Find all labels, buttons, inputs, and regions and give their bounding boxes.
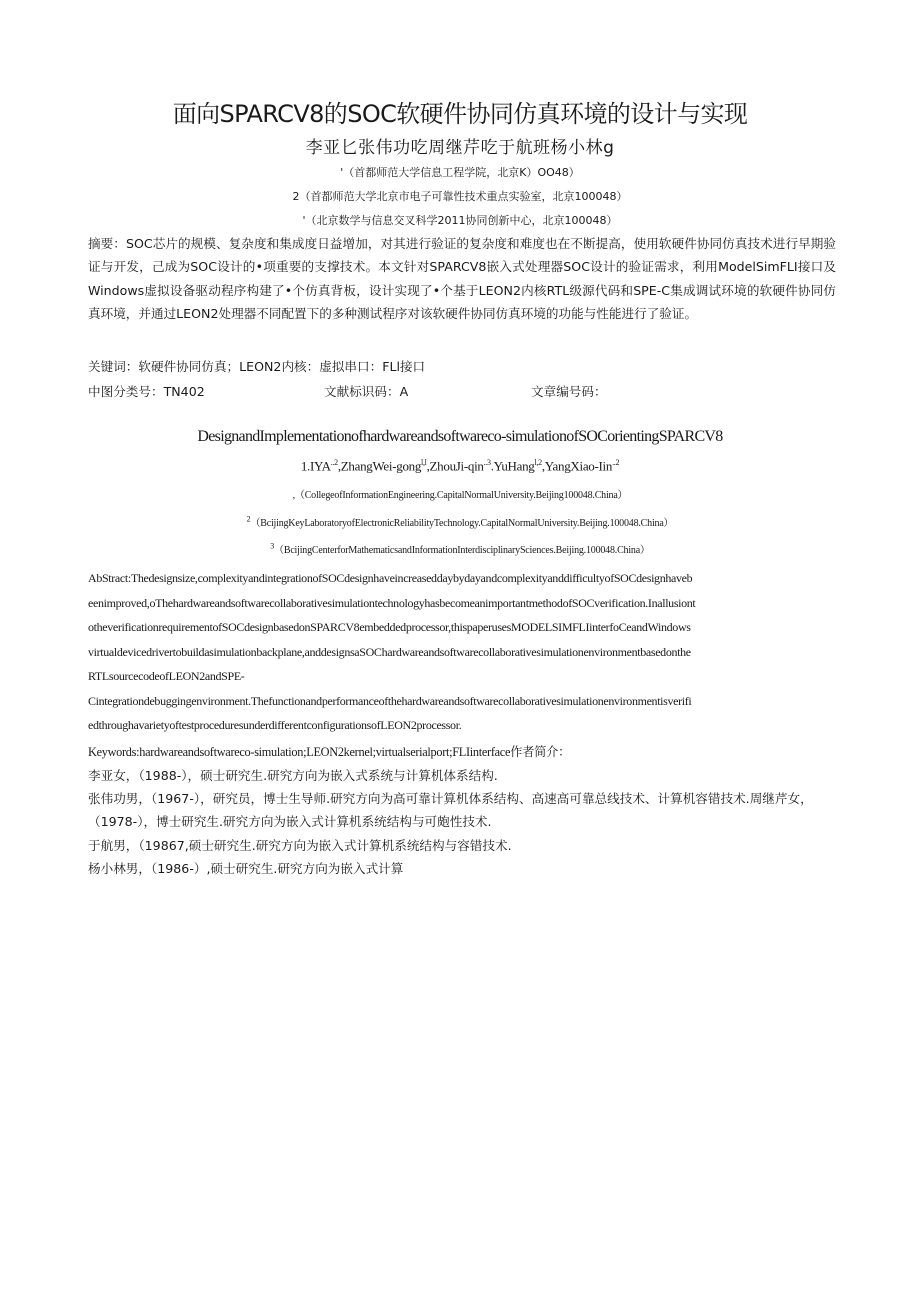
affiliation-text: （BcijingCenterforMathematicsandInformationInterdisciplinarySciences.Beijing.100048.China） (274, 545, 650, 556)
document-code: 文献标识码：A (324, 384, 409, 399)
affiliation-text: （BcijingKeyLaboratoryofElectronicReliabilityTechnology.CapitalNormalUniversity.Beijing.100048.China） (250, 518, 674, 529)
affiliation-text: ,（CollegeofInformationEngineering.CapitalNormalUniversity.Beijing100048.China） (292, 490, 628, 501)
affiliation-3: '（北京数学与信息交叉科学2011协同创新中心，北京100048） (302, 214, 618, 227)
abstract-line: virtualdevicedrivertobuildasimulationbackplane,anddesignsaSOChardwareandsoftwarecollaborativesimulationenvironmentbasedonthe (88, 644, 691, 659)
author-bio: 杨小林男，（1986-）,硕士研究生.研究方向为嵌入式计算 (88, 861, 404, 876)
classification-row (88, 381, 836, 399)
english-author: 1.IYA (300, 458, 331, 474)
abstract-line: otheverificationrequirementofSOCdesignbasedonSPARCV8embeddedprocessor,thispaperusesMODELSIMFLIinterfoCeandWindows (88, 620, 691, 634)
english-affiliation-3 (0, 541, 920, 556)
author-mark: ..3 (483, 458, 491, 467)
author-bio: 张伟功男，（1967-），研究员，博士生导师.研究方向为高可靠计算机体系结构、高速高可靠总线技术、计算机容错技术.周继芹女，（1978-），博士研究生.研究方向为嵌入式计算机系统结构与可皰性技术. (88, 791, 813, 830)
author-mark: l,2 (534, 458, 542, 467)
affiliation-1: '（首都师范大学信息工程学院，北京K）OO48） (340, 166, 580, 179)
author-bio: 于航男，（19867,硕士研究生.研究方向为嵌入式计算机系统结构与容错技术. (88, 838, 512, 853)
abstract-chinese: 摘要：SOC芯片的规模、复杂度和集成度日益增加，对其进行验证的复杂度和难度也在不断提高，使用软硬件协同仿真技术进行早期验证与开发，己成为SOC设计的•项重要的支撑技术。本文针对SPARCV8嵌入式处理器SOC设计的验证需求，利用ModelSimFLI接口及Windows虚拟设备驱动程序构建了•个仿真背板，设计实现了•个基于LEON2内核RTL级源代码和SPE-C集成调试环境的软硬件协同仿真环境，并通过LEON2处理器不同配置下的多种测试程序对该软硬件协同仿真环境的功能与性能进行了验证。 (88, 236, 836, 322)
author-list: 李亚匕张伟功吃周继芹吃于航班杨小林g (305, 138, 615, 158)
author-mark: ..2 (330, 458, 338, 467)
author-bio: 李亚女，（1988-），硕士研究生.研究方向为嵌入式系统与计算机体系结构. (88, 768, 498, 783)
abstract-english (88, 566, 836, 738)
english-title: DesignandImplementationofhardwareandsoftwareco-simulationofSOCorientingSPARCV8 (197, 428, 723, 445)
abstract-line: eenimproved,oThehardwareandsoftwarecollaborativesimulationtechnologyhasbecomeanimportantmethodofSOCverification.Inallusiont (88, 595, 696, 610)
abstract-line: edthroughavarietyoftestproceduresunderdifferentconfigurationsofLEON2processor. (88, 718, 462, 732)
english-author: ,YangXiao-Iin (541, 458, 613, 474)
keywords-chinese: 关键词：软硬件协同仿真；LEON2内核：虚拟串口：FLl接口 (88, 359, 426, 374)
abstract-line: RTLsourcecodeofLEON2andSPE- (88, 669, 245, 683)
english-author: ,ZhouJi-qin (426, 458, 484, 474)
affiliation-mark: 2 (246, 514, 251, 524)
article-number: 文章编号码： (531, 384, 607, 399)
english-author: ,ZhangWei-gong (337, 458, 422, 474)
abstract-line: AbStract:Thedesignsize,complexityandintegrationofSOCdesignhaveincreaseddaybydayandcomplexityanddifficultyofSOCdesignhaveb (88, 571, 693, 585)
english-author-list (0, 458, 920, 474)
keywords-english: Keywords:hardwareandsoftwareco-simulation;LEON2kernel;virtualserialport;FLIinterface作者简介： (88, 745, 571, 759)
english-affiliation-1 (0, 486, 920, 501)
affiliation-2: 2（首都师范大学北京市电子可靠性技术重点实验室，北京100048） (292, 190, 628, 203)
abstract-line: Cintegrationdebuggingenvironment.Thefunctionandperformanceofthehardwareandsoftwarecollaborativesimulationenvironmentisverifi (88, 693, 692, 708)
clc-number: 中图分类号：TN402 (88, 384, 205, 399)
author-mark: ..2 (612, 458, 620, 467)
author-mark: l,l (421, 458, 427, 467)
english-affiliation-2 (0, 514, 920, 529)
paper-title: 面向SPARCV8的SOC软硬件协同仿真环境的设计与实现 (172, 100, 748, 128)
affiliation-mark: 3 (270, 541, 275, 551)
english-author: .YuHang (490, 458, 535, 474)
